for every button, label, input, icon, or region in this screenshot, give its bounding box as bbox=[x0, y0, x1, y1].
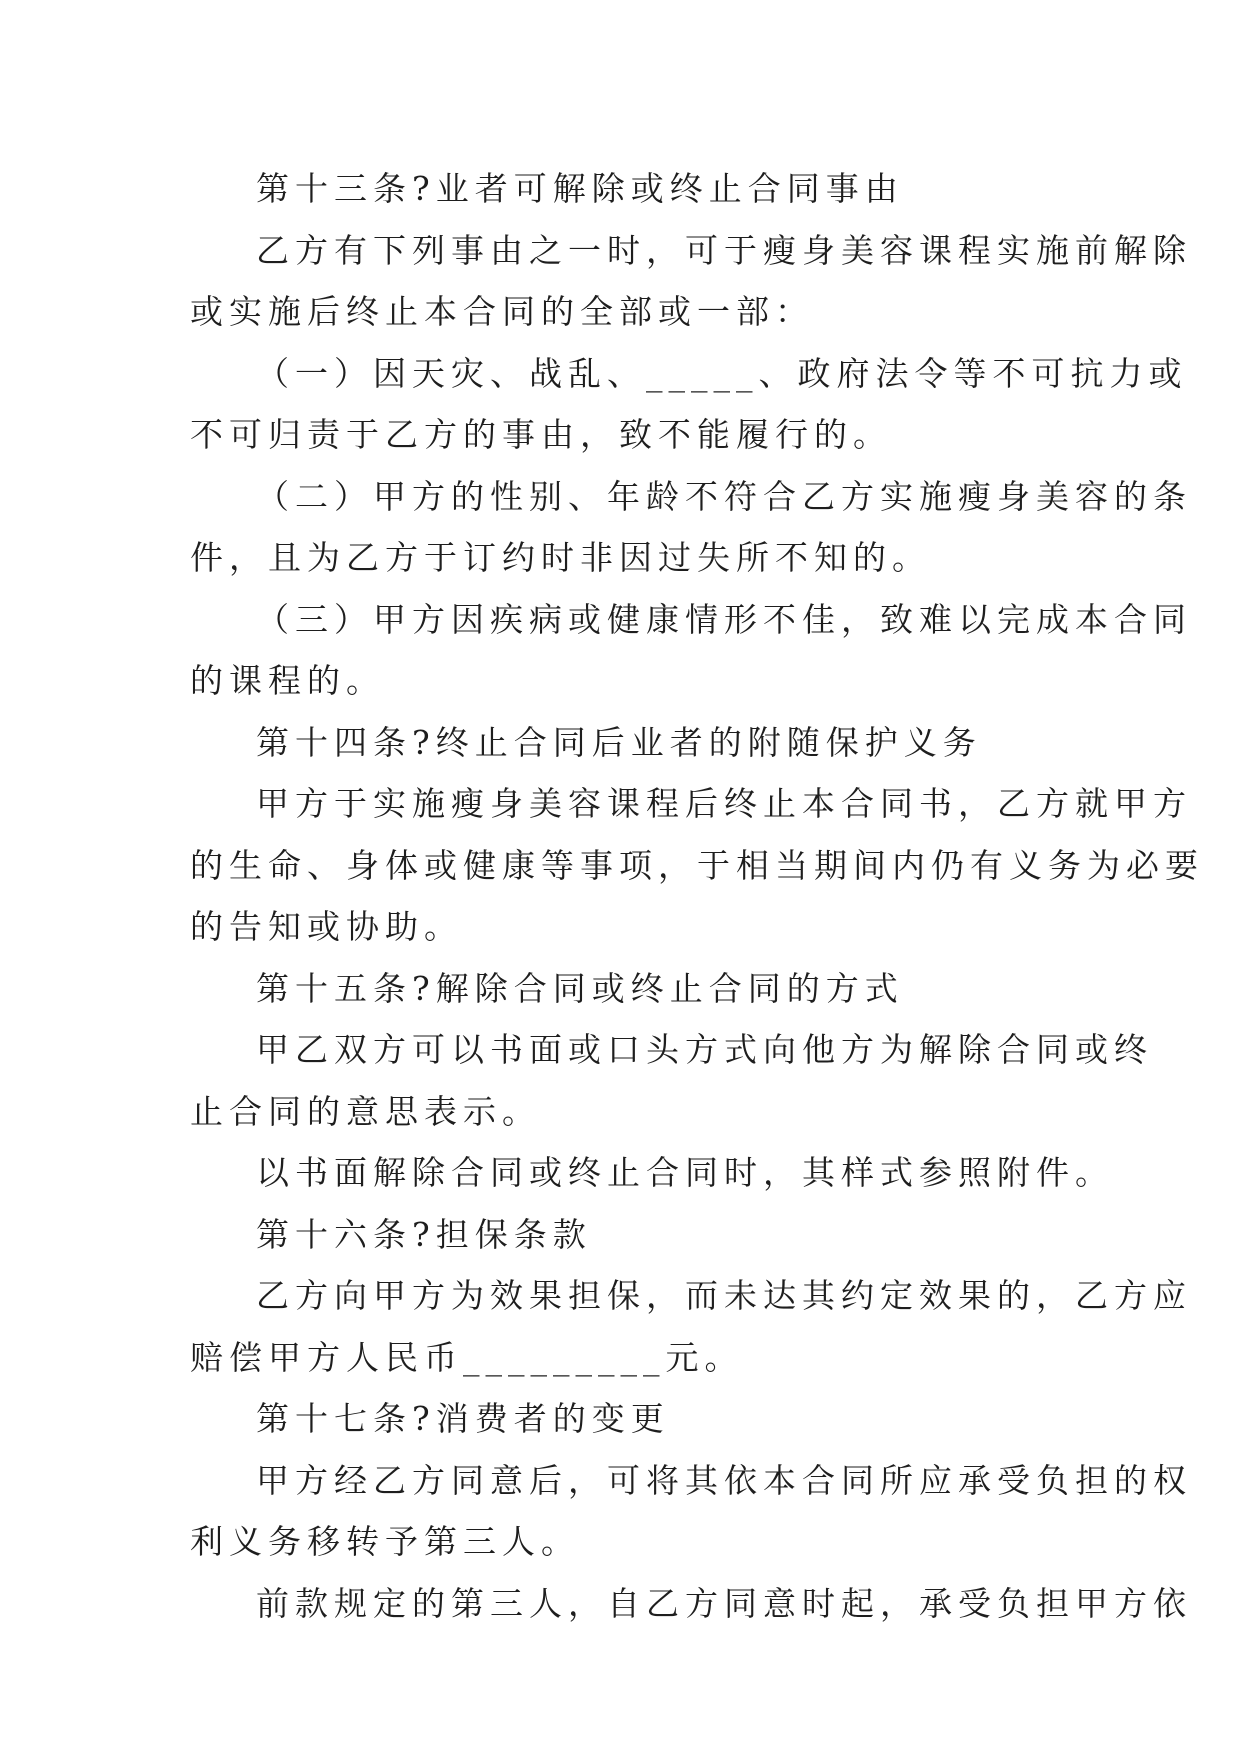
clause-2-line: 件，且为乙方于订约时非因过失所不知的。 bbox=[190, 538, 931, 577]
article-13-heading: 第十三条?业者可解除或终止合同事由 bbox=[256, 169, 904, 208]
paragraph-line: 的生命、身体或健康等事项，于相当期间内仍有义务为必要 bbox=[190, 845, 1204, 885]
clause-1-line: 不可归责于乙方的事由，致不能履行的。 bbox=[190, 415, 892, 454]
article-17-heading: 第十七条?消费者的变更 bbox=[256, 1399, 670, 1438]
article-14-heading: 第十四条?终止合同后业者的附随保护义务 bbox=[256, 722, 982, 762]
article-16-heading: 第十六条?担保条款 bbox=[256, 1214, 592, 1254]
clause-3-line: 的课程的。 bbox=[190, 661, 385, 700]
document-body bbox=[190, 158, 1204, 1634]
paragraph-line: 前款规定的第三人，自乙方同意时起，承受负担甲方依 bbox=[256, 1583, 1192, 1623]
paragraph-line: 乙方向甲方为效果担保，而未达其约定效果的，乙方应 bbox=[256, 1276, 1192, 1315]
paragraph-line: 赔偿甲方人民币_________元。 bbox=[190, 1337, 744, 1377]
paragraph-line: 的告知或协助。 bbox=[190, 907, 463, 946]
clause-1-line: （一）因天灾、战乱、_____、政府法令等不可抗力或 bbox=[256, 353, 1188, 393]
paragraph-line: 利义务移转予第三人。 bbox=[190, 1522, 580, 1561]
paragraph-line: 止合同的意思表示。 bbox=[190, 1091, 541, 1131]
paragraph-line: 甲方于实施瘦身美容课程后终止本合同书，乙方就甲方 bbox=[256, 784, 1192, 823]
paragraph-line: 甲方经乙方同意后，可将其依本合同所应承受负担的权 bbox=[256, 1460, 1192, 1500]
paragraph-line: 甲乙双方可以书面或口头方式向他方为解除合同或终 bbox=[256, 1030, 1153, 1069]
paragraph-line: 或实施后终止本合同的全部或一部： bbox=[190, 292, 814, 331]
clause-3-line: （三）甲方因疾病或健康情形不佳，致难以完成本合同 bbox=[256, 599, 1192, 639]
paragraph-line: 以书面解除合同或终止合同时，其样式参照附件。 bbox=[256, 1153, 1114, 1192]
paragraph-line: 乙方有下列事由之一时，可于瘦身美容课程实施前解除 bbox=[256, 230, 1192, 270]
article-15-heading: 第十五条?解除合同或终止合同的方式 bbox=[256, 968, 904, 1008]
clause-2-line: （二）甲方的性别、年龄不符合乙方实施瘦身美容的条 bbox=[256, 476, 1192, 516]
